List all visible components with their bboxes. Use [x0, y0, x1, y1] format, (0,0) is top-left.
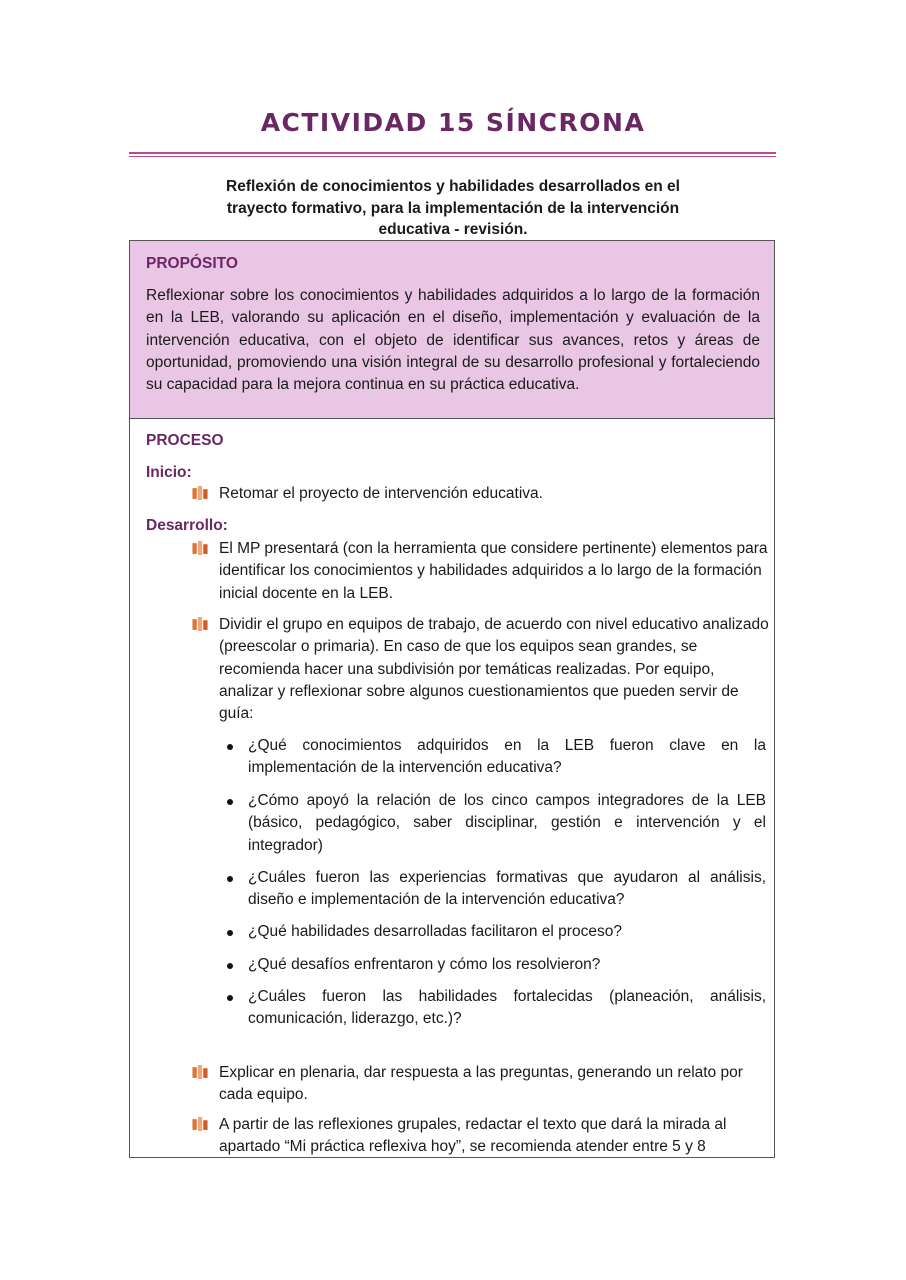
- bullet-dot-icon: [227, 930, 233, 936]
- activity-table: [129, 240, 775, 1158]
- document-title: ACTIVIDAD 15 SÍNCRONA: [260, 108, 646, 137]
- bullet-dot-icon: [227, 744, 233, 750]
- guide-question: ¿Cómo apoyó la relación de los cinco campos integradores de la LEB (básico, pedagógico, saber disciplinar, gestión e intervención y el integrador): [248, 792, 766, 854]
- start-step: Retomar el proyecto de intervención educativa.: [219, 485, 543, 502]
- purpose-text: Reflexionar sobre los conocimientos y habilidades adquiridos a lo largo de la formación en la LEB, valorando su aplicación en el diseño, implementación y evaluación de la intervención educativa, con el objeto de identificar sus avances, retos y áreas de oportunidad, promoviendo una visión integral de su desarrollo profesional y fortaleciendo su capacidad para la mejora continua en su práctica educativa.: [146, 287, 760, 394]
- development-step: El MP presentará (con la herramienta que considere pertinente) elementos para identificar los conocimientos y habilidades adquiridos a lo largo de la formación inicial docente en la LEB.: [219, 540, 768, 602]
- guide-question: ¿Qué conocimientos adquiridos en la LEB fueron clave en la implementación de la intervención educativa?: [248, 737, 766, 777]
- book-pages-icon: [192, 1065, 208, 1079]
- purpose-section: [130, 241, 774, 419]
- start-label: Inicio:: [146, 464, 192, 481]
- bullet-dot-icon: [227, 963, 233, 969]
- process-heading: PROCESO: [146, 432, 224, 449]
- guide-question: ¿Cuáles fueron las experiencias formativas que ayudaron al análisis, diseño e implementación de la intervención educativa?: [248, 869, 766, 909]
- guide-question: ¿Cuáles fueron las habilidades fortalecidas (planeación, análisis, comunicación, liderazgo, etc.)?: [248, 988, 766, 1028]
- book-pages-icon: [192, 486, 208, 500]
- bullet-dot-icon: [227, 876, 233, 882]
- bullet-dot-icon: [227, 799, 233, 805]
- book-pages-icon: [192, 541, 208, 555]
- document-subtitle: Reflexión de conocimientos y habilidades desarrollados en el trayecto formativo, para la implementación de la intervención educativa - revisión.: [226, 178, 680, 238]
- guide-question: ¿Qué desafíos enfrentaron y cómo los resolvieron?: [248, 956, 601, 973]
- title-rule: [129, 152, 776, 154]
- development-step: Explicar en plenaria, dar respuesta a las preguntas, generando un relato por cada equipo.: [219, 1064, 743, 1104]
- bullet-dot-icon: [227, 995, 233, 1001]
- purpose-heading: PROPÓSITO: [146, 255, 238, 272]
- title-rule-thin: [129, 156, 776, 157]
- development-step: A partir de las reflexiones grupales, redactar el texto que dará la mirada al apartado “Mi práctica reflexiva hoy”, se recomienda atender entre 5 y 8: [219, 1116, 727, 1156]
- guide-question: ¿Qué habilidades desarrolladas facilitaron el proceso?: [248, 923, 622, 940]
- book-pages-icon: [192, 1117, 208, 1131]
- development-label: Desarrollo:: [146, 517, 228, 534]
- development-step: Dividir el grupo en equipos de trabajo, de acuerdo con nivel educativo analizado (preescolar o primaria). En caso de que los equipos sean grandes, se recomienda hacer una subdivisión por temáticas realizadas. Por equipo, analizar y reflexionar sobre algunos cuestionamientos que pueden servir de guía:: [219, 616, 769, 723]
- book-pages-icon: [192, 617, 208, 631]
